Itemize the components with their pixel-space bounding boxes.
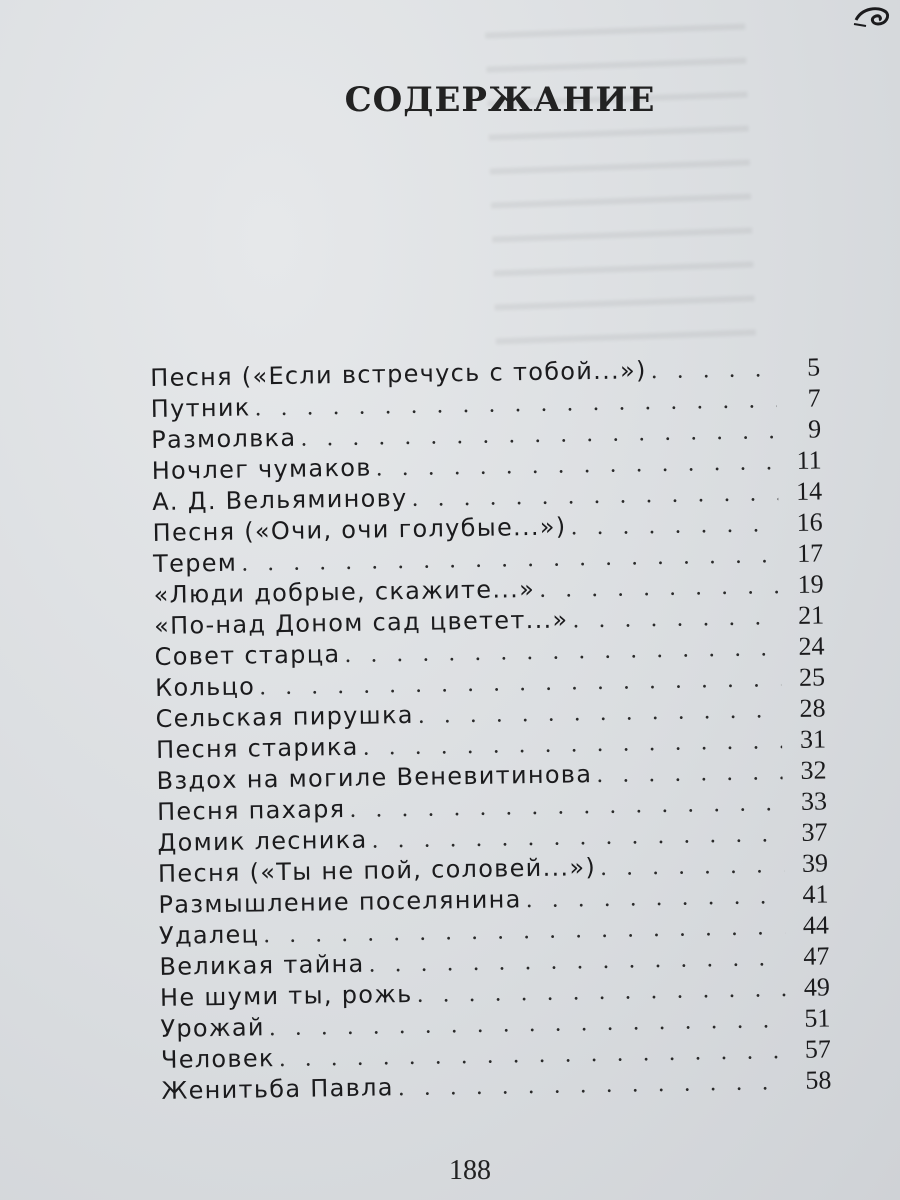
toc-entry-page: 25 <box>798 662 826 692</box>
toc-entry-page: 19 <box>797 569 824 599</box>
toc-entry-title: Великая тайна <box>159 949 365 981</box>
toc-entry-title: Урожай <box>160 1013 265 1043</box>
toc-entry-title: Размолвка <box>151 423 297 454</box>
toc-entry-title: Путник <box>150 393 251 423</box>
toc-entry-page: 58 <box>805 1065 832 1095</box>
toc-entry-title: Домик лесника <box>157 825 368 857</box>
toc-entry-title: «По-над Доном сад цветет...» <box>153 605 569 640</box>
toc-entry-title: Вздох на могиле Веневитинова <box>156 760 593 795</box>
toc-entry-title: Песня («Если встречусь с тобой...») <box>150 356 647 392</box>
ornament-icon <box>852 2 892 32</box>
toc-entry-title: А. Д. Вельяминову <box>151 483 408 516</box>
toc-entry-page: 5 <box>806 352 821 382</box>
toc-entry-page: 7 <box>807 383 821 413</box>
toc-entry-title: Кольцо <box>154 672 256 702</box>
toc-entry-page: 32 <box>800 755 827 785</box>
dot-leader <box>650 354 776 387</box>
contents-heading: СОДЕРЖАНИЕ <box>344 80 656 120</box>
toc-entry-page: 41 <box>802 879 829 909</box>
page-number: 188 <box>449 1155 491 1186</box>
toc-entry-page: 16 <box>796 507 823 537</box>
toc-entry-title: Ночлег чумаков <box>151 453 372 485</box>
toc-entry-title: Песня пахаря <box>156 794 346 826</box>
toc-entry-page: 31 <box>799 724 827 754</box>
toc-entry-page: 49 <box>803 972 831 1002</box>
toc-entry-page: 57 <box>804 1034 832 1064</box>
toc-entry-page: 9 <box>807 414 822 444</box>
toc-entry-title: Сельская пирушка <box>155 700 414 733</box>
toc-entry-page: 14 <box>795 476 823 506</box>
toc-entry-title: Женитьба Павла <box>161 1073 394 1105</box>
toc-entry-page: 11 <box>796 445 822 475</box>
toc-entry-page: 33 <box>800 786 828 816</box>
toc-entry-page: 17 <box>796 538 824 568</box>
toc-entry-title: «Люди добрые, скажите...» <box>153 574 536 609</box>
toc-entry-page: 39 <box>801 848 829 878</box>
toc-entry-page: 51 <box>804 1003 831 1033</box>
toc-entry-page: 24 <box>798 631 825 661</box>
toc-entry-page: 28 <box>799 693 826 723</box>
toc-entry-title: Песня («Ты не пой, соловей...») <box>157 853 597 888</box>
dot-leader <box>398 1067 788 1104</box>
toc-entry-title: Не шуми ты, рожь <box>159 979 413 1012</box>
toc-entry-page: 44 <box>802 910 830 940</box>
table-of-contents <box>150 351 832 1105</box>
show-through-text <box>484 0 756 344</box>
toc-entry-title: Терем <box>152 548 238 578</box>
toc-entry-page: 37 <box>801 817 828 847</box>
toc-entry-page: 47 <box>803 941 830 971</box>
toc-entry-page: 21 <box>797 600 825 630</box>
toc-entry-title: Песня («Очи, очи голубые...») <box>152 512 567 547</box>
toc-entry-title: Размышление поселянина <box>158 885 522 919</box>
toc-entry-title: Песня старика <box>155 732 359 764</box>
toc-entry-title: Человек <box>160 1044 275 1074</box>
toc-entry-title: Совет старца <box>154 640 341 671</box>
toc-entry-title: Удалец <box>158 920 260 950</box>
